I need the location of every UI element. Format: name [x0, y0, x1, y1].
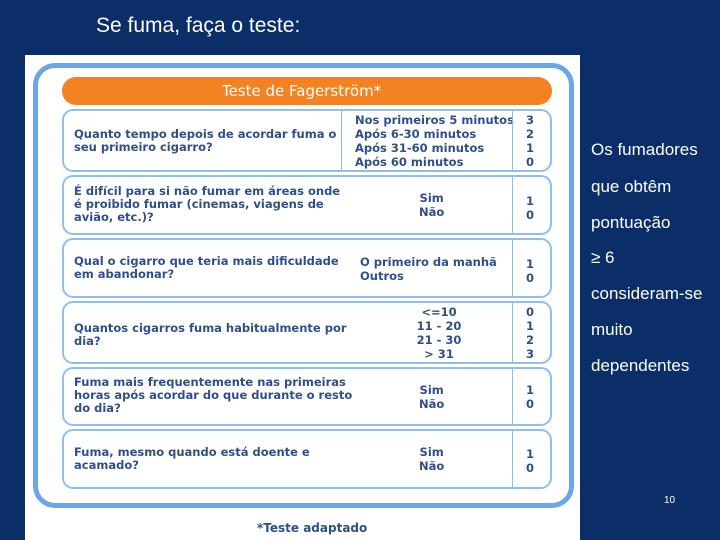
table-row: [62, 367, 552, 426]
score-values: 0 1 2 3: [525, 305, 534, 361]
fagerstrom-table-panel: [25, 55, 580, 540]
answer-options: Sim Não: [419, 445, 445, 473]
table-title: Teste de Fagerström*: [62, 77, 552, 105]
question-text: Fuma, mesmo quando está doente e acamado?: [74, 445, 310, 472]
question-text: Quanto tempo depois de acordar fuma o seu primeiro cigarro?: [74, 127, 337, 154]
score-values: 3 2 1 0: [525, 113, 534, 169]
side-text-line: ≥ 6: [591, 248, 615, 267]
side-text-line: dependentes: [591, 356, 690, 375]
score-values: 1 0: [525, 447, 534, 475]
table-row: [62, 429, 552, 489]
question-text: Quantos cigarros fuma habitualmente por dia?: [74, 321, 347, 348]
answer-options: O primeiro da manhã Outros: [360, 255, 497, 283]
page-number: 10: [664, 495, 676, 506]
score-values: 1 0: [525, 257, 534, 285]
side-text-line: consideram-se: [591, 284, 703, 303]
question-text: É difícil para si não fumar em áreas onde é proibido fumar (cinemas, viagens de avião, etc.)?: [74, 184, 341, 224]
answer-options: Nos primeiros 5 minutos Após 6-30 minutos Após 31-60 minutos Após 60 minutos: [355, 113, 514, 169]
table-row: [62, 175, 552, 235]
question-text: Qual o cigarro que teria mais dificuldade em abandonar?: [74, 254, 339, 281]
column-divider: [341, 111, 342, 170]
table-row: [62, 109, 552, 172]
answer-options: <=10 11 - 20 21 - 30 > 31: [416, 305, 462, 361]
side-text-line: Os fumadores: [591, 140, 698, 159]
table-row: [62, 238, 552, 298]
answer-options: Sim Não: [419, 191, 445, 219]
slide-title: Se fuma, faça o teste:: [96, 14, 301, 37]
table-footnote: *Teste adaptado: [257, 521, 368, 535]
side-text-line: que obtêm: [591, 177, 672, 196]
side-text-line: pontuação: [591, 213, 671, 232]
score-values: 1 0: [525, 194, 534, 222]
question-text: Fuma mais frequentemente nas primeiras horas após acordar do que durante o resto do dia?: [74, 375, 353, 415]
answer-options: Sim Não: [419, 383, 445, 411]
score-values: 1 0: [525, 383, 534, 411]
side-text-line: muito: [591, 320, 633, 339]
table-row: [62, 301, 552, 364]
